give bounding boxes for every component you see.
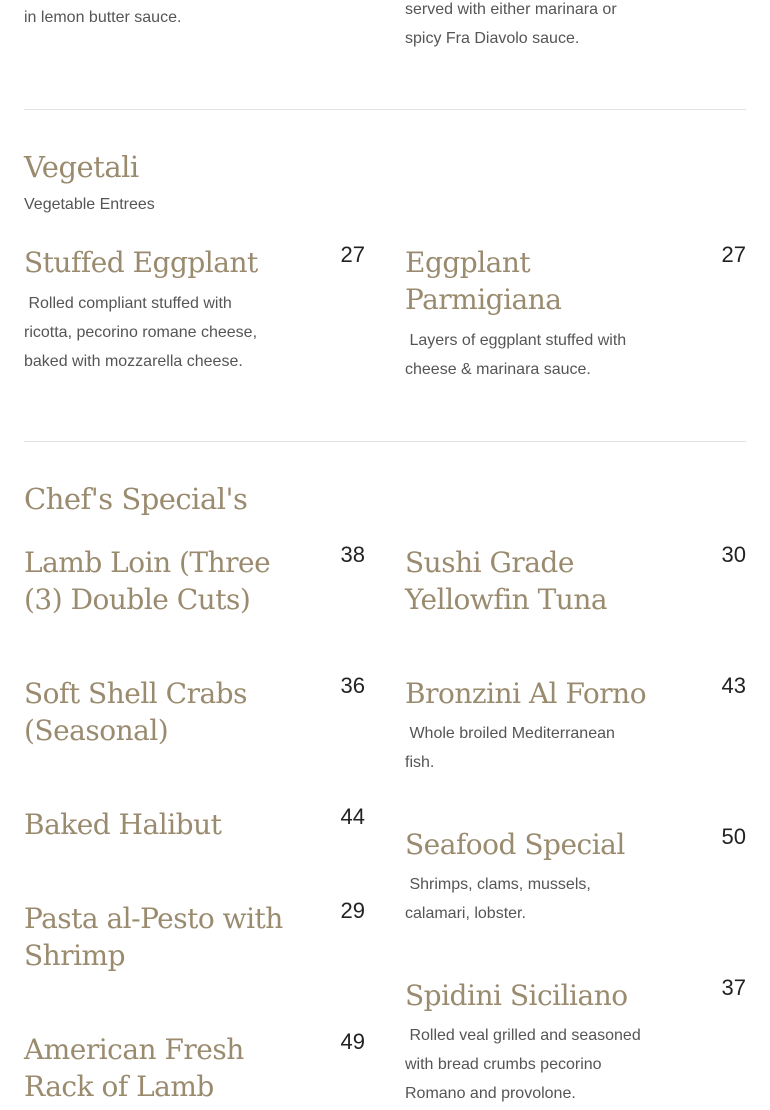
menu-item-description: Rolled compliant stuffed with ricotta, pecorino romane cheese, baked with mozzarella cheese.: [24, 295, 258, 370]
menu-item-name: Soft Shell Crabs (Seasonal): [24, 677, 247, 747]
menu-item-description: Whole broiled Mediterranean fish.: [405, 725, 615, 771]
section-title-chefs-specials: Chef's Special's: [24, 482, 248, 516]
section-divider: [24, 441, 746, 442]
menu-item-name: Spidini Siciliano: [405, 979, 628, 1012]
menu-item-price: 29: [340, 898, 365, 923]
menu-item-price: 44: [340, 804, 365, 829]
menu-item-price: 27: [721, 242, 746, 267]
menu-item-price: 38: [340, 542, 365, 567]
menu-item-name: American Fresh Rack of Lamb: [24, 1033, 244, 1103]
menu-item-price: 36: [340, 673, 365, 698]
menu-item-name: Stuffed Eggplant: [24, 246, 258, 279]
menu-item-price: 49: [340, 1029, 365, 1054]
menu-item-price: 30: [721, 542, 746, 567]
menu-item-name: Lamb Loin (Three (3) Double Cuts): [24, 546, 271, 616]
menu-item-price: 37: [721, 975, 746, 1000]
menu-item-name: Seafood Special: [405, 828, 625, 861]
menu-item-price: 43: [721, 673, 746, 698]
menu-item-name: Sushi Grade Yellowfin Tuna: [405, 546, 608, 616]
menu-item-name: Pasta al-Pesto with Shrimp: [24, 902, 283, 972]
section-subtitle-vegetali: Vegetable Entrees: [24, 196, 155, 213]
menu-item-name: Bronzini Al Forno: [405, 677, 647, 710]
menu-item-price: 27: [340, 242, 365, 267]
menu-item-description: Rolled veal grilled and seasoned with bread crumbs pecorino Romano and provolone.: [405, 1027, 641, 1102]
menu-item-price: 50: [721, 824, 746, 849]
section-divider: [24, 109, 746, 110]
section-title-vegetali: Vegetali: [24, 150, 139, 184]
item-description-tail-left: in lemon butter sauce.: [24, 9, 182, 26]
item-description-tail-right: served with either marinara or spicy Fra Diavolo sauce.: [405, 1, 617, 47]
menu-item-description: Shrimps, clams, mussels, calamari, lobster.: [405, 876, 591, 922]
menu-item-name: Baked Halibut: [24, 808, 222, 841]
menu-item-description: Layers of eggplant stuffed with cheese & marinara sauce.: [405, 332, 627, 378]
menu-item-name: Eggplant Parmigiana: [405, 246, 562, 316]
